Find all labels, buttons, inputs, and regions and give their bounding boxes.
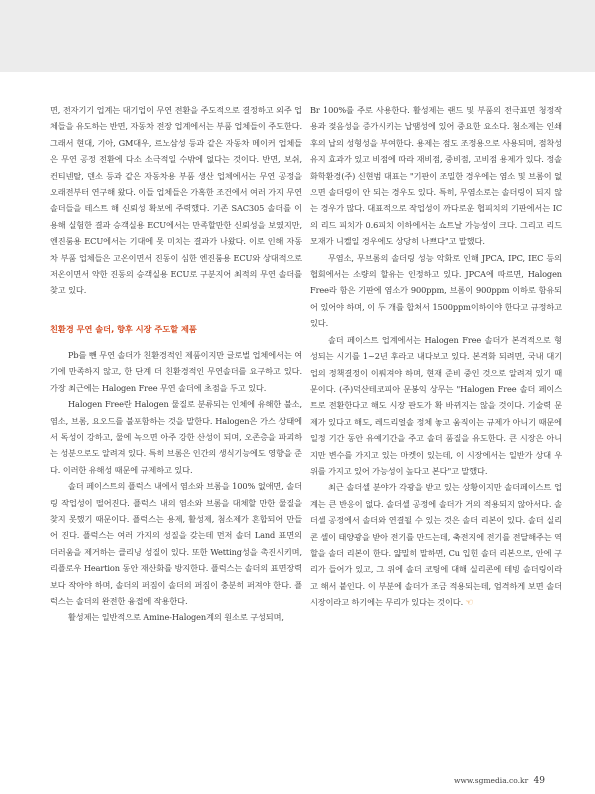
body-paragraph: 무염소, 무브롬의 솔더링 성능 악화로 인해 JPCA, IPC, IEC 등의 협회에서는 소량의 할유는 인정하고 있다. JPCA에 따르면, Halogen Free라 함은 기판에 염소가 900ppm, 브롬이 900ppm 이하로 함유되어 있어야 하며, 이 두 개를 합쳐서 1500ppm이하이야 한다고 규정하고 있다. (310, 252, 562, 329)
left-column (50, 102, 302, 626)
body-paragraph: 솔더 페이스트의 플럭스 내에서 염소와 브롬을 100% 없애면, 솔더링 작업성이 떨어진다. 플럭스 내의 염소와 브롬을 대체할 만한 물질을 찾지 못했기 때문이다. 플럭스는 용제, 활성제, 첨소제가 혼합되어 만들어 진다. 플럭스는 여러 가지의 성질을 갖는데 먼저 솔더 Land 표면의 더러움을 제거하는 클리닝 성질이 있다. 또한 Wetting성을 촉진시키며, 리플로우 Heartion 동안 재산화를 방지한다. 플럭스는 솔더의 표면장력보다 작아야 하며, 솔더의 퍼짐이 솔더의 퍼짐이 충분히 퍼져야 한다. 플럭스는 솔더의 완전한 융접에 작용한다. (50, 481, 302, 606)
page-footer (454, 776, 545, 786)
paragraph-text: 최근 솔더셀 분야가 각광을 받고 있는 상황이지만 솔더페이스트 업계는 큰 반응이 없다. 솔더셀 공정에 솔더가 거의 적용되지 않아서다. 솔더셀 공정에서 솔더와 연결될 수 있는 것은 솔더 리본이 있다. 솔더 실리콘 셀이 태양광을 받아 전기를 만드는데, 축전지에 전기를 전달해주는 역할을 솔더 리본이 한다. 얇밀히 말하면, Cu 입힌 솔더 리본으로, 안에 구리가 들어가 있고, 그 위에 솔더 코팅에 대해 실리콘에 테빙 솔더링이라고 해서 붙인다. 이 부분에 솔더가 조금 적용되는데, 엄격하게 보면 솔더 시장이라고 하기에는 무리가 있다는 것이다. (310, 482, 562, 608)
header-band (0, 0, 595, 72)
right-column (310, 102, 562, 612)
body-paragraph: 면, 전자기기 업계는 대기업이 무연 전환을 주도적으로 결정하고 외주 업체들을 유도하는 반면, 자동차 전장 업계에서는 부품 업체들이 주도한다. 그래서 현대, 기아, GM대우, 르노삼성 등과 같은 자동차 메이커 업체들은 무연 공정 전환에 다소 소극적일 수밖에 없다는 것이다. 반면, 보쉬, 컨티넨탈, 덴소 등과 같은 자동차용 부품 생산 업체에서는 무연 공정을 오래전부터 연구해 왔다. 이들 업체들은 가혹한 조건에서 여러 가지 무연 솔더들을 테스트 해 신뢰성 확보에 주력했다. 기존 SAC305 솔더를 이용해 실험한 결과 승객실용 ECU에서는 만족할만한 신뢰성을 보였지만, 엔진룸용 ECU에서는 기대에 못 미치는 결과가 나왔다. 이로 인해 자동차 부품 업체들은 고온이면서 진동이 심한 엔진룸용 ECU와 상대적으로 저온이면서 약한 진동의 승객실용 ECU로 구분지어 최적의 무연 솔더를 찾고 있다. (50, 105, 302, 296)
section-subheading: 친환경 무연 솔더, 향후 시장 주도할 제품 (50, 323, 197, 334)
body-paragraph: 활성제는 일반적으로 Amine-Halogen계의 원소로 구성되며, (68, 612, 284, 623)
end-mark-icon: ☜ (465, 598, 474, 609)
body-paragraph (310, 479, 562, 611)
body-paragraph: Br 100%를 주로 사용한다. 활성제는 랜드 및 부품의 전극표면 청정작용과 젖음성을 증가시키는 납땜성에 있어 중요한 요소다. 첨소제는 인쇄 후의 납의 성형성을 부여한다. 용제는 점도 조정용으로 사용되며, 점착성 유지 효과가 있고 비점에 따라 재비점, 중비점, 고비점 용제가 있다. 정솔화학환경(주) 신현범 대표는 "기판이 조밀한 경우에는 염소 및 브롬이 없으면 솔더링이 안 되는 경우도 있다. 특히, 무염소로는 솔더링이 되지 않는 경우가 많다. 대표적으로 작업성이 까다로운 협피치의 기판에서는 IC의 리드 피치가 0.6피치 이하에서는 쇼트날 가능성이 크다. 그리고 리드 모재가 니켈일 경우에도 상당히 나쁘다"고 말했다. (310, 105, 562, 247)
footer-url: www.sgmedia.co.kr (454, 776, 529, 785)
page-number: 49 (533, 776, 545, 786)
body-paragraph: 솔더 페이스트 업계에서는 Halogen Free 솔더가 본격적으로 형성되는 시기를 1~2년 후라고 내다보고 있다. 본격화 되려면, 국내 대기업의 정책결정이 이뤄져야 하며, 현재 준비 중인 것으로 알려져 있기 때문이다. (주)덕산테코피아 문봉익 상무는 "Halogen Free 솔더 페이스트로 전환한다고 해도 시장 판도가 확 바뀌지는 않을 것이다. 기술력 문제가 있다고 해도, 레드리얼솔 정체 놓고 움직이는 규제가 아니기 때문에 일정 기간 동안 유예기간을 주고 솔더 품질을 유도한다. 큰 시장은 아니지만 변수를 가지고 있는 마켓이 있는데, 이 시장에서는 일반가 상대 우위를 가지고 있어 가능성이 높다고 본다"고 말했다. (310, 334, 562, 476)
body-paragraph: Halogen Free란 Halogen 물질로 분류되는 인체에 유해한 불소, 염소, 브롬, 요오드를 불포함하는 것을 말한다. Halogen은 가스 상태에서 독성이 강하고, 물에 녹으면 아주 강한 산성이 되며, 오존층을 파괴하는 성분으로도 알려져 있다. 특히 브롬은 인간의 생식기능에도 영향을 준다. 이러한 유해성 때문에 규제하고 있다. (50, 399, 302, 475)
body-paragraph: Pb를 뺀 무연 솔더가 친환경적인 제품이지만 글로벌 업체에서는 여기에 만족하지 않고, 한 단계 더 친환경적인 무연솔더를 요구하고 있다. 가장 최근에는 Halogen Free 무연 솔더에 초점을 두고 있다. (50, 349, 302, 393)
